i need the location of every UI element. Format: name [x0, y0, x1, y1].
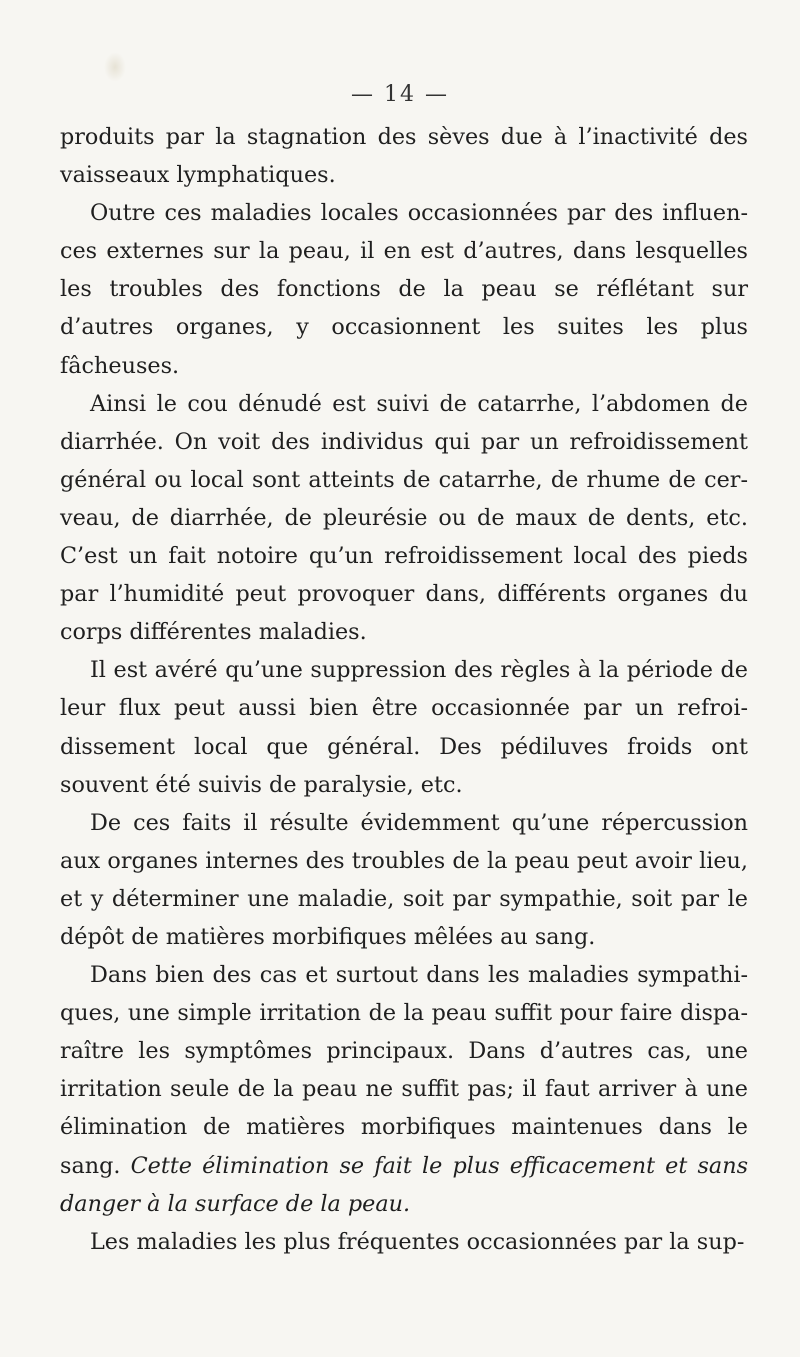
paragraph-text: Dans bien des cas et surtout dans les maladies sympathi-ques, une simple irritation de la peau suffit pour faire dispa-raître les symptômes principaux. Dans d’autres cas, une irritation seule de la peau ne suffit pas; il faut arriver à une élimination de matières morbifiques maintenues dans le sang.	[60, 962, 748, 1179]
page-number: — 14 —	[351, 82, 449, 107]
paragraph	[60, 956, 748, 1223]
paragraph: produits par la stagnation des sèves due à l’inactivité des vaisseaux lymphatiques.	[60, 124, 748, 189]
paragraph: Outre ces maladies locales occasionnées par des influen-ces externes sur la peau, il en est d’autres, dans lesquelles les troubles des fonctions de la peau se réflétant sur d’autres organes, y occasionnent les suites les plus fâcheuses.	[60, 200, 748, 379]
paragraph: Ainsi le cou dénudé est suivi de catarrhe, l’abdomen de diarrhée. On voit des individus qui par un refroidissement général ou local sont atteints de catarrhe, de rhume de cer-veau, de diarrhée, de pleurésie ou de maux de dents, etc. C’est un fait notoire qu’un refroidissement local des pieds par l’humidité peut provoquer dans, différents organes du corps différentes maladies.	[60, 390, 748, 646]
paragraph: De ces faits il résulte évidemment qu’une répercussion aux organes internes des troubles de la peau peut avoir lieu, et y déterminer une maladie, soit par sympathie, soit par le dépôt de matières morbifiques mêlées au sang.	[60, 809, 748, 950]
body-text	[60, 118, 748, 1261]
paragraph: Il est avéré qu’une suppression des règles à la période de leur flux peut aussi bien être occasionnée par un refroi-dissement local que général. Des pédiluves froids ont souvent été suivis de paralysie, etc.	[60, 657, 748, 798]
emphasized-sentence: Cette élimination se fait le plus efficacement et sans danger à la surface de la peau.	[60, 1152, 749, 1217]
paper-stain	[104, 52, 126, 82]
paragraph: Les maladies les plus fréquentes occasionnées par la sup-	[90, 1228, 745, 1255]
